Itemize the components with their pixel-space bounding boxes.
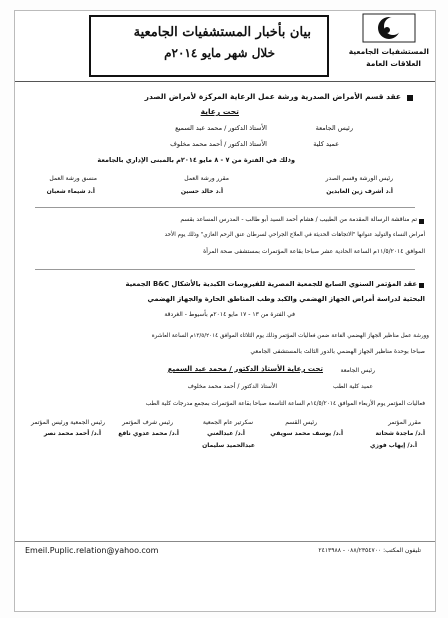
section1-col1-label: رئيس الورشة وقسم الصدر <box>325 175 393 182</box>
section1-row1-title: الأستاذ الدكتور / محمد عبد السميع <box>175 124 267 132</box>
crescent-logo-icon <box>361 13 417 43</box>
header-divider <box>15 81 435 82</box>
section1-heading: عقد قسم الأمراض الصدرية ورشة عمل الرعاية المركزة لأمراض الصدر <box>144 92 401 101</box>
section1-row1-role: رئيس الجامعة <box>315 124 353 132</box>
university-logo <box>361 13 417 43</box>
committee-name-4a: أ.د/ محمد عدوي نافع <box>118 430 179 437</box>
section3-closing: فعاليات المؤتمر يوم الأربعاء الموافق ١٤/٥/٢٠١٤م الساعة التاسعة صباحا بقاعة المؤتمرات بمجمع مدرجات كلية الطب <box>145 401 425 407</box>
committee-label-1: مقرر المؤتمر <box>388 419 421 426</box>
committee-label-3: سكرتير عام الجمعية <box>202 419 253 426</box>
page-frame <box>14 10 436 612</box>
org-department: العلاقات العامة <box>366 59 421 68</box>
section3-bullet <box>419 283 424 288</box>
committee-name-1b: أ.د/ إيهاب فوزي <box>370 442 417 449</box>
section3-row2-role: عميد كلية الطب <box>332 383 373 390</box>
section3-heading2: البحثية لدراسة أمراض الجهاز الهضمي والكبد وطب المناطق الحارة والجهاز الهضمي <box>147 295 425 303</box>
section1-row2-role: عميد كلية <box>313 140 339 148</box>
footer-phone: تليفون المكتب: ٠٨٨/٢٣٥٤٧٠٠ - ٢٤١٣٩٨٨ <box>318 547 421 554</box>
section2-line1: تم مناقشة الرسالة المقدمة من الطبيب / هشام أحمد السيد أبو طالب - المدرس المساعد بقسم <box>180 216 417 223</box>
committee-name-2a: أ.د/ يوسف محمد سويفي <box>270 430 343 437</box>
footer-divider <box>15 541 435 542</box>
section1-patronage: تحت رعاية <box>200 107 239 116</box>
section2-line3: الموافق ١١/٥/٢٠١٤م الساعة الحادية عشر صباحا بقاعة المؤتمرات بمستشفى صحة المرأة <box>203 248 425 255</box>
committee-label-5: رئيس الجمعية ورئيس المؤتمر <box>31 419 105 426</box>
section3-row2-title: الأستاذ الدكتور / أحمد محمد مخلوف <box>187 383 277 390</box>
section1-col3-label: منسق ورشة العمل <box>49 175 97 182</box>
title-box <box>89 15 329 77</box>
org-name: المستشفيات الجامعية <box>348 47 429 56</box>
section3-heading1: عقد المؤتمر السنوي السابع للجمعية المصرية للفيروسات الكبدية بالأشكال B&C الجمعية <box>125 280 417 288</box>
page-title: بيان بأخبار المستشفيات الجامعية <box>133 25 311 40</box>
section1-col3-name: أ.د شيماء شعبان <box>46 188 95 195</box>
section1-col1-name: أ.د أشرف زين العابدين <box>326 188 393 195</box>
committee-name-3b: عبدالحميد سليمان <box>202 442 255 449</box>
section3-patronage: تحت رعاية الأستاذ الدكتور / محمد عبد السميع <box>167 365 323 373</box>
section1-divider <box>35 207 415 208</box>
section3-body2: صباحا بوحدة مناظير الجهاز الهضمي بالدور الثالث بالمستشفى الجامعي <box>250 348 425 355</box>
committee-name-5a: أ.د/ أحمد محمد نصر <box>43 430 101 437</box>
section1-col2-name: أ.د خالد حسين <box>180 188 223 195</box>
committee-label-4: رئيس شرف المؤتمر <box>122 419 173 426</box>
section2-line2: أمراض النساء والتوليد عنوانها "الاتجاهات الحديثة في العلاج الجراحي لسرطان عنق الرحم الغازي" وذلك يوم الأحد <box>164 232 425 238</box>
section1-bullet <box>407 95 413 101</box>
page-subtitle: خلال شهر مايو ٢٠١٤م <box>164 46 275 60</box>
section2-bullet <box>419 219 424 224</box>
section1-date: وذلك في الفترة من ٧ - ٨ مايو ٢٠١٤م بالمبنى الإداري بالجامعة <box>97 156 295 164</box>
section2-divider <box>35 269 415 270</box>
footer-email[interactable]: Emeil.Puplic.relation@yahoo.com <box>25 546 159 555</box>
committee-label-2: رئيس القسم <box>285 419 317 426</box>
section1-col2-label: مقرر ورشة العمل <box>184 175 229 182</box>
section1-row2-title: الأستاذ الدكتور / أحمد محمد مخلوف <box>170 140 267 148</box>
committee-name-3a: أ.د/ عبدالغني <box>207 430 245 437</box>
committee-name-1a: أ.د/ ماجدة شحاتة <box>375 430 425 437</box>
section3-date: في الفترة من ١٣ - ١٧ مايو ٢٠١٤م بأسيوط - الغردقة <box>164 311 295 318</box>
section3-body1: وورشة عمل مناظير الجهاز الهضمي القاعة ضمن فعاليات المؤتمر وذلك يوم الثلاثاء الموافق ١٣/٥/٢٠١٤م الساعة العاشرة <box>151 333 429 339</box>
section3-patronage-role: رئيس الجامعة <box>340 367 375 374</box>
